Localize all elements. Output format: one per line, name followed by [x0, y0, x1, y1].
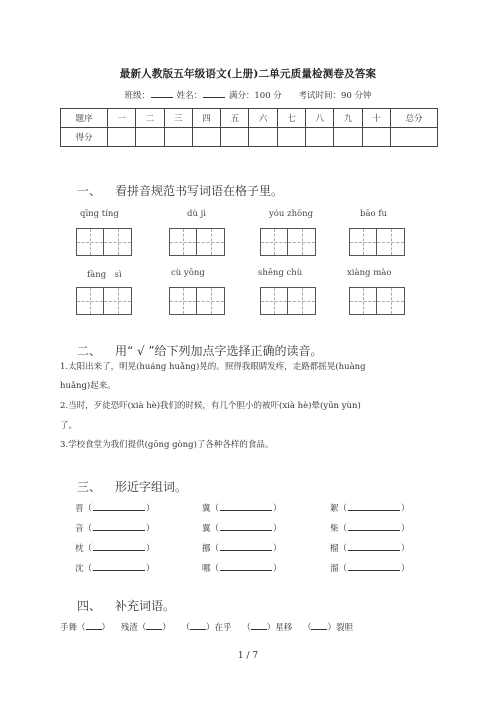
answer-blank[interactable] [348, 503, 400, 511]
idiom-fill-item: 残渣（ ） [120, 623, 171, 633]
writing-grid[interactable] [349, 228, 405, 256]
section-title: 补充词语。 [115, 599, 176, 613]
question-2-2-line-a: 2.当时，歹徒恐吓(xià hè)我们的时候，有几个胆小的被吓(xià hè)晕(yūn yùn) [60, 401, 361, 411]
document-title: 最新人教版五年级语文(上册)二单元质量检测卷及答案 [119, 68, 377, 80]
exam-time: 考试时间：90 分钟 [298, 91, 372, 101]
section-title: 用“ √ ”给下列加点字选择正确的读音。 [115, 344, 323, 358]
writing-grid[interactable] [349, 287, 405, 315]
word-form-item: 挪（ ） [202, 544, 282, 554]
score-cell[interactable] [391, 128, 438, 147]
writing-grid[interactable] [169, 228, 225, 256]
writing-grid[interactable] [260, 228, 316, 256]
pinyin-label: bāo fu [360, 209, 387, 219]
score-cell[interactable] [108, 128, 136, 147]
word-form-item: 柴（ ） [330, 524, 410, 534]
score-cell[interactable] [306, 128, 334, 147]
section-4-heading [77, 597, 175, 614]
pinyin-label: qīng tíng [80, 209, 119, 219]
pinyin-label: fàng sì [87, 270, 122, 280]
answer-blank[interactable] [348, 543, 400, 551]
score-header-cell: 四 [192, 109, 220, 128]
score-row-label: 得分 [61, 128, 108, 147]
section-number: 一、 [77, 184, 102, 198]
score-header-cell: 六 [249, 109, 277, 128]
score-header-cell: 八 [306, 109, 334, 128]
score-cell[interactable] [277, 128, 305, 147]
section-number: 四、 [77, 599, 102, 613]
score-cell[interactable] [192, 128, 220, 147]
question-2-3: 3.学校食堂为我们提供(gōng gòng)了各种各样的食品。 [60, 440, 274, 450]
word-form-item: 枕（ ） [75, 544, 155, 554]
score-cell[interactable] [362, 128, 390, 147]
question-2-2-line-b: 了。 [60, 421, 78, 431]
answer-blank[interactable] [93, 543, 145, 551]
answer-blank[interactable] [220, 523, 272, 531]
score-header-cell: 三 [164, 109, 192, 128]
score-cell[interactable] [221, 128, 249, 147]
score-header-cell: 九 [334, 109, 362, 128]
answer-blank[interactable] [190, 622, 206, 630]
pinyin-label: shēng chù [258, 268, 303, 278]
score-header-cell: 总分 [391, 109, 438, 128]
score-cell[interactable] [334, 128, 362, 147]
word-form-item: 晋（ ） [75, 504, 155, 514]
section-title: 形近字组词。 [115, 480, 188, 494]
section-2-heading [77, 342, 323, 359]
name-blank [203, 90, 225, 98]
idiom-fill-row [60, 621, 361, 633]
score-header-cell: 七 [277, 109, 305, 128]
score-header-cell: 二 [136, 109, 164, 128]
word-form-item: 哪（ ） [202, 564, 282, 574]
answer-blank[interactable] [348, 563, 400, 571]
section-1-heading [77, 182, 283, 199]
question-2-1-line-b: huǎng)起来。 [60, 381, 116, 391]
writing-grid[interactable] [76, 228, 132, 256]
answer-blank[interactable] [311, 622, 327, 630]
word-form-item: 音（ ） [75, 524, 155, 534]
answer-blank[interactable] [251, 622, 267, 630]
answer-blank[interactable] [146, 622, 162, 630]
score-header-cell: 十 [362, 109, 390, 128]
class-blank [151, 90, 173, 98]
answer-blank[interactable] [93, 503, 145, 511]
score-header-cell: 题序 [61, 109, 108, 128]
score-header-cell: 一 [108, 109, 136, 128]
section-number: 二、 [77, 344, 102, 358]
exam-info [0, 89, 496, 101]
word-form-item: 榴（ ） [330, 544, 410, 554]
idiom-fill-item: （ ）星移 [242, 623, 293, 633]
answer-blank[interactable] [220, 563, 272, 571]
page-number: 1 / 7 [237, 651, 259, 661]
word-form-item: 翼（ ） [202, 524, 282, 534]
idiom-fill-item: 手舞（ ） [60, 623, 111, 633]
word-form-item: 絮（ ） [330, 504, 410, 514]
class-label: 班级： [124, 91, 150, 101]
score-table-header-row [61, 109, 438, 128]
writing-grid[interactable] [260, 287, 316, 315]
pinyin-label: yóu zhōng [269, 209, 314, 219]
score-cell[interactable] [164, 128, 192, 147]
word-form-item: 冀（ ） [202, 504, 282, 514]
score-header-cell: 五 [221, 109, 249, 128]
pinyin-label: xiàng mào [347, 268, 392, 278]
question-2-1-line-a: 1.太阳出来了，明晃(huáng huǎng)晃的。照得我眼睛发疼，走路都摇晃(huàng [60, 362, 366, 372]
section-3-heading [77, 478, 187, 495]
answer-blank[interactable] [93, 563, 145, 571]
section-number: 三、 [77, 480, 102, 494]
idiom-fill-item: （ ）在乎 [181, 623, 232, 633]
score-table [60, 108, 438, 147]
pinyin-label: dù jì [187, 209, 206, 219]
name-label: 姓名： [176, 91, 203, 101]
pinyin-label: cù yōng [171, 268, 205, 278]
idiom-fill-item: （ ）裂胆 [302, 623, 353, 633]
answer-blank[interactable] [93, 523, 145, 531]
full-marks: 满分：100 分 [228, 91, 282, 101]
answer-blank[interactable] [220, 503, 272, 511]
score-cell[interactable] [249, 128, 277, 147]
writing-grid[interactable] [76, 287, 132, 315]
answer-blank[interactable] [220, 543, 272, 551]
answer-blank[interactable] [348, 523, 400, 531]
answer-blank[interactable] [86, 622, 102, 630]
word-form-item: 溜（ ） [330, 564, 410, 574]
word-form-item: 沈（ ） [75, 564, 155, 574]
score-cell[interactable] [136, 128, 164, 147]
writing-grid[interactable] [169, 287, 225, 315]
section-title: 看拼音规范书写词语在格子里。 [115, 184, 284, 198]
score-table-score-row [61, 128, 438, 147]
